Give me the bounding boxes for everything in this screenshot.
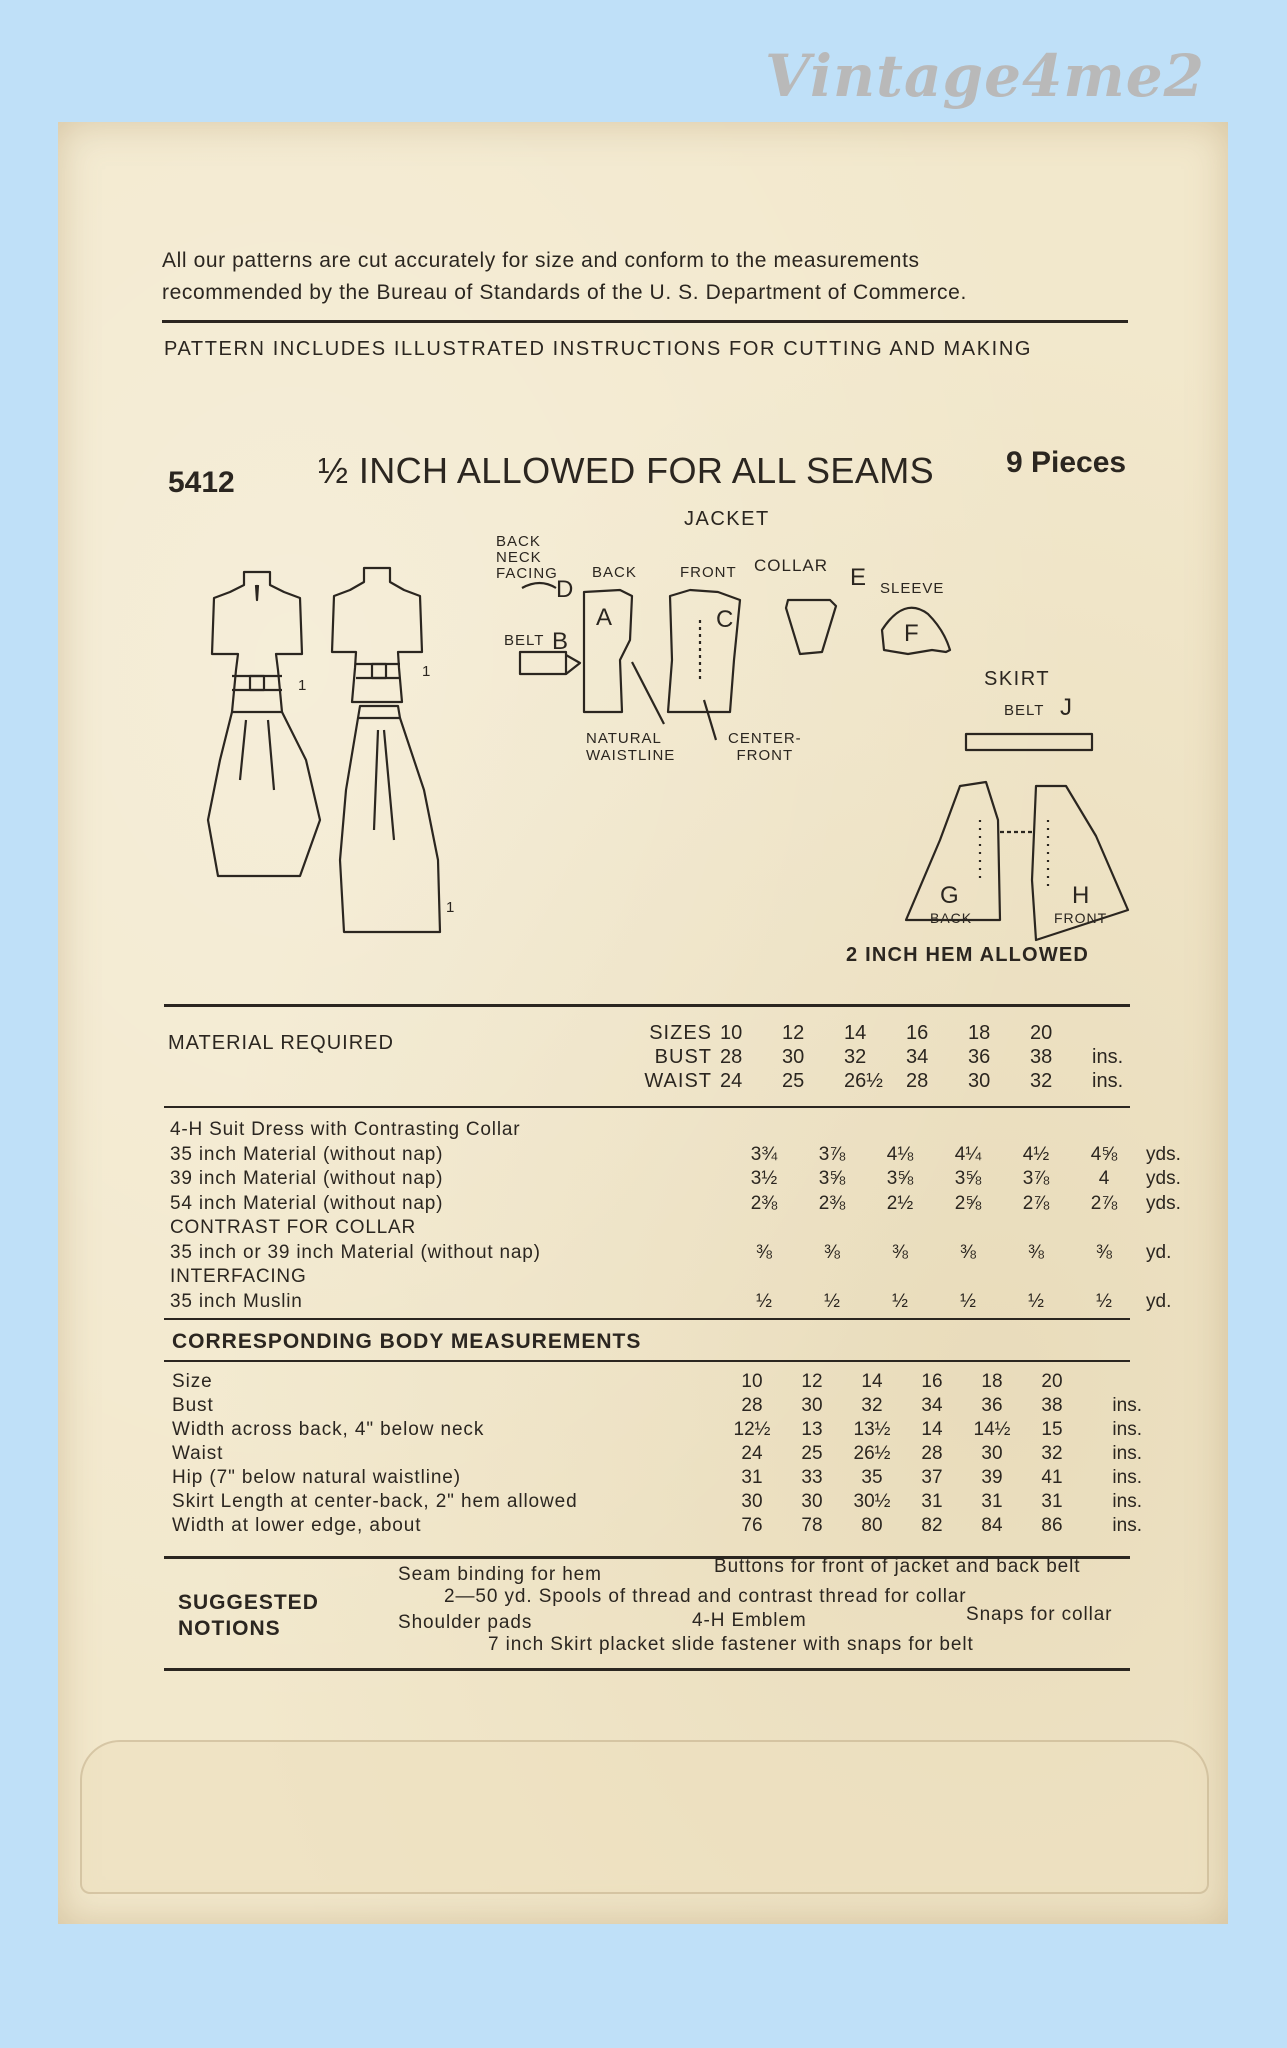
notion-placket: 7 inch Skirt placket slide fastener with snaps for belt xyxy=(488,1634,974,1655)
seam-allowance: ½ INCH ALLOWED FOR ALL SEAMS xyxy=(318,450,935,491)
skirt-front-label: FRONT xyxy=(1054,910,1108,926)
material-value: ⅜ xyxy=(1096,1241,1112,1263)
body-value: 31 xyxy=(741,1467,763,1488)
body-desc: Waist xyxy=(172,1443,224,1464)
neck-facing-piece xyxy=(522,583,556,588)
hem-allowed: 2 INCH HEM ALLOWED xyxy=(846,944,1090,966)
intro-line-2: recommended by the Bureau of Standards of the U. S. Department of Commerce. xyxy=(162,281,967,304)
material-desc: 35 inch or 39 inch Material (without nap) xyxy=(170,1241,541,1263)
material-value: 3⅞ xyxy=(1022,1168,1050,1190)
material-value xyxy=(730,1118,798,1143)
body-value: 13½ xyxy=(853,1419,891,1440)
natural-waistline-label: NATURAL WAISTLINE xyxy=(586,730,676,764)
material-desc: CONTRAST FOR COLLAR xyxy=(170,1217,417,1239)
material-value: 3¾ xyxy=(750,1143,778,1165)
body-value: 76 xyxy=(741,1515,763,1536)
notion-emblem: 4-H Emblem xyxy=(692,1610,807,1631)
divider xyxy=(164,1106,1130,1108)
body-value: 14 xyxy=(861,1371,883,1392)
body-unit: ins. xyxy=(1112,1467,1142,1488)
body-value: 30 xyxy=(801,1491,823,1512)
body-value: 32 xyxy=(861,1395,883,1416)
material-value: ⅜ xyxy=(960,1241,976,1263)
body-value: 36 xyxy=(981,1395,1003,1416)
divider xyxy=(164,1668,1130,1671)
notion-seam-binding: Seam binding for hem xyxy=(398,1564,602,1585)
material-value: ½ xyxy=(756,1290,772,1312)
material-value: 4¼ xyxy=(954,1143,982,1165)
material-value xyxy=(730,1265,798,1290)
body-value: 38 xyxy=(1041,1395,1063,1416)
svg-text:1: 1 xyxy=(446,899,455,916)
body-value: 20 xyxy=(1041,1371,1063,1392)
material-value: 2⅞ xyxy=(1090,1192,1118,1214)
material-row xyxy=(170,1241,1196,1266)
material-value xyxy=(866,1118,934,1143)
body-desc: Hip (7" below natural waistline) xyxy=(172,1467,461,1488)
pattern-number: 5412 xyxy=(168,466,235,499)
body-row xyxy=(172,1490,1142,1514)
sleeve-label: SLEEVE xyxy=(880,580,945,597)
material-value xyxy=(866,1265,934,1290)
material-value: 3⅝ xyxy=(818,1168,846,1190)
body-value: 30 xyxy=(981,1443,1003,1464)
material-value: ⅜ xyxy=(1028,1241,1044,1263)
body-value: 86 xyxy=(1041,1515,1063,1536)
body-value: 18 xyxy=(981,1371,1003,1392)
material-value xyxy=(1002,1265,1070,1290)
body-measurements-title: CORRESPONDING BODY MEASUREMENTS xyxy=(172,1330,642,1353)
piece-letter-c: C xyxy=(716,606,734,633)
material-value xyxy=(1070,1216,1138,1241)
material-row xyxy=(170,1118,1196,1143)
divider xyxy=(164,1318,1130,1320)
material-value xyxy=(730,1216,798,1241)
body-unit: ins. xyxy=(1112,1443,1142,1464)
body-value: 28 xyxy=(741,1395,763,1416)
material-value: 3⅝ xyxy=(886,1168,914,1190)
svg-text:1: 1 xyxy=(422,663,431,680)
material-value: ⅜ xyxy=(824,1241,840,1263)
body-row xyxy=(172,1514,1142,1538)
material-value xyxy=(1002,1216,1070,1241)
material-unit xyxy=(1138,1265,1196,1290)
body-unit: ins. xyxy=(1112,1395,1142,1416)
material-value xyxy=(798,1216,866,1241)
material-value: 3½ xyxy=(750,1168,778,1190)
body-value: 12 xyxy=(801,1371,823,1392)
material-required-title: MATERIAL REQUIRED xyxy=(168,1032,394,1054)
material-value: 2⅞ xyxy=(1022,1192,1050,1214)
body-value: 14½ xyxy=(973,1419,1011,1440)
material-row xyxy=(170,1167,1196,1192)
collar-label: COLLAR xyxy=(754,556,829,575)
material-desc: 35 inch Muslin xyxy=(170,1290,303,1312)
material-value: 2⅝ xyxy=(954,1192,982,1214)
material-row xyxy=(170,1192,1196,1217)
belt-label: BELT xyxy=(504,632,545,649)
body-row xyxy=(172,1370,1142,1394)
material-desc: 39 inch Material (without nap) xyxy=(170,1168,444,1190)
body-measurements-table xyxy=(172,1370,1142,1538)
piece-letter-h: H xyxy=(1072,882,1090,909)
body-value: 24 xyxy=(741,1443,763,1464)
notion-snaps: Snaps for collar xyxy=(966,1604,1113,1625)
piece-letter-a: A xyxy=(596,604,613,631)
center-front-label: CENTER- FRONT xyxy=(728,730,802,764)
skirt-back-label: BACK xyxy=(930,910,973,926)
material-value: ½ xyxy=(1028,1290,1044,1312)
material-value: ½ xyxy=(960,1290,976,1312)
piece-count: 9 Pieces xyxy=(1006,446,1127,479)
piece-letter-d: D xyxy=(556,576,574,603)
jacket-title: JACKET xyxy=(684,508,770,530)
body-unit: ins. xyxy=(1112,1419,1142,1440)
material-desc: 54 inch Material (without nap) xyxy=(170,1192,444,1214)
material-value: ½ xyxy=(892,1290,908,1312)
material-unit xyxy=(1138,1118,1196,1143)
body-value: 78 xyxy=(801,1515,823,1536)
body-value: 82 xyxy=(921,1515,943,1536)
material-value: 4⅝ xyxy=(1090,1143,1118,1165)
body-row xyxy=(172,1442,1142,1466)
body-row xyxy=(172,1418,1142,1442)
material-value: ½ xyxy=(1096,1290,1112,1312)
material-value xyxy=(1070,1118,1138,1143)
back-neck-facing-label: BACK NECK FACING xyxy=(496,533,558,582)
back-label: BACK xyxy=(592,564,637,581)
material-value: ⅜ xyxy=(756,1241,772,1263)
body-unit: ins. xyxy=(1112,1491,1142,1512)
material-value xyxy=(934,1118,1002,1143)
waist-label: WAIST xyxy=(644,1070,712,1092)
body-value: 37 xyxy=(921,1467,943,1488)
material-unit xyxy=(1138,1216,1196,1241)
body-value: 14 xyxy=(921,1419,943,1440)
includes-text: PATTERN INCLUDES ILLUSTRATED INSTRUCTIONS FOR CUTTING AND MAKING xyxy=(164,338,1033,360)
body-desc: Bust xyxy=(172,1395,214,1416)
material-value xyxy=(934,1265,1002,1290)
notion-buttons: Buttons for front of jacket and back belt xyxy=(714,1556,1081,1577)
body-value: 16 xyxy=(921,1371,943,1392)
svg-text:1: 1 xyxy=(298,677,307,694)
skirt-belt-piece xyxy=(966,734,1092,750)
body-value: 32 xyxy=(1041,1443,1063,1464)
body-value: 80 xyxy=(861,1515,883,1536)
body-value: 35 xyxy=(861,1467,883,1488)
body-unit: ins. xyxy=(1112,1515,1142,1536)
piece-letter-e: E xyxy=(850,564,867,591)
piece-letter-j: J xyxy=(1060,694,1072,721)
body-value: 26½ xyxy=(853,1443,891,1464)
body-row xyxy=(172,1466,1142,1490)
sizes-label: SIZES xyxy=(649,1022,712,1044)
suit-dress-figure xyxy=(208,572,320,876)
divider xyxy=(164,1360,1130,1362)
body-value: 30½ xyxy=(853,1491,891,1512)
body-value: 10 xyxy=(741,1371,763,1392)
notion-shoulder-pads: Shoulder pads xyxy=(398,1612,533,1633)
material-value: ⅜ xyxy=(892,1241,908,1263)
material-unit: yd. xyxy=(1146,1290,1172,1312)
body-value: 31 xyxy=(1041,1491,1063,1512)
watermark-logo: Vintage4me2 xyxy=(765,42,1205,110)
body-value: 33 xyxy=(801,1467,823,1488)
suggested-notions-title: SUGGESTED NOTIONS xyxy=(178,1591,319,1640)
skirt-title: SKIRT xyxy=(984,668,1051,690)
body-value: 25 xyxy=(801,1443,823,1464)
body-value: 13 xyxy=(801,1419,823,1440)
material-value: 4⅛ xyxy=(886,1143,914,1165)
material-desc: 4-H Suit Dress with Contrasting Collar xyxy=(170,1119,521,1141)
collar-piece xyxy=(786,600,836,654)
material-table xyxy=(170,1118,1196,1314)
body-value: 12½ xyxy=(733,1419,771,1440)
material-desc: 35 inch Material (without nap) xyxy=(170,1143,444,1165)
material-value: ½ xyxy=(824,1290,840,1312)
material-unit: yd. xyxy=(1146,1241,1172,1263)
skirt-belt-label: BELT xyxy=(1004,702,1045,719)
notion-spools: 2—50 yd. Spools of thread and contrast thread for collar xyxy=(444,1586,967,1607)
material-value: 2⅜ xyxy=(818,1192,846,1214)
material-value xyxy=(798,1265,866,1290)
material-value: 3⅞ xyxy=(818,1143,846,1165)
material-row xyxy=(170,1265,1196,1290)
material-unit: yds. xyxy=(1146,1143,1181,1165)
material-row xyxy=(170,1290,1196,1315)
body-value: 31 xyxy=(981,1491,1003,1512)
body-value: 30 xyxy=(741,1491,763,1512)
body-desc: Width across back, 4" below neck xyxy=(172,1419,485,1440)
body-desc: Size xyxy=(172,1371,213,1392)
material-value: 4 xyxy=(1098,1168,1110,1190)
material-value: 2½ xyxy=(886,1192,914,1214)
body-value: 84 xyxy=(981,1515,1003,1536)
material-unit: yds. xyxy=(1146,1192,1181,1214)
body-value: 34 xyxy=(921,1395,943,1416)
material-row xyxy=(170,1216,1196,1241)
material-value: 2⅜ xyxy=(750,1192,778,1214)
bust-label: BUST xyxy=(654,1046,712,1068)
body-desc: Width at lower edge, about xyxy=(172,1515,422,1536)
front-label: FRONT xyxy=(680,564,737,581)
material-value xyxy=(1070,1265,1138,1290)
body-value: 39 xyxy=(981,1467,1003,1488)
material-value xyxy=(1002,1118,1070,1143)
material-value: 4½ xyxy=(1022,1143,1050,1165)
piece-letter-f: F xyxy=(904,620,919,647)
sizes-header: SIZES 10 12 14 16 18 20 BUST 28 30 32 34 36 38 ins. WAIST 24 25 26½ 28 30 32 ins. xyxy=(620,1022,1142,1094)
body-row xyxy=(172,1394,1142,1418)
material-row xyxy=(170,1143,1196,1168)
intro-line-1: All our patterns are cut accurately for size and conform to the measurements xyxy=(162,249,920,272)
divider xyxy=(164,1004,1130,1007)
body-desc: Skirt Length at center-back, 2" hem allowed xyxy=(172,1491,578,1512)
material-unit: yds. xyxy=(1146,1168,1181,1190)
material-value xyxy=(798,1118,866,1143)
material-value: 3⅝ xyxy=(954,1168,982,1190)
body-unit xyxy=(1082,1370,1142,1394)
body-value: 15 xyxy=(1041,1419,1063,1440)
body-value: 41 xyxy=(1041,1467,1063,1488)
material-value xyxy=(866,1216,934,1241)
material-value xyxy=(934,1216,1002,1241)
piece-letter-g: G xyxy=(940,882,959,909)
body-value: 31 xyxy=(921,1491,943,1512)
suit-dress-figure-2 xyxy=(332,568,454,932)
piece-letter-b: B xyxy=(552,628,569,655)
body-value: 28 xyxy=(921,1443,943,1464)
material-desc: INTERFACING xyxy=(170,1266,307,1288)
body-value: 30 xyxy=(801,1395,823,1416)
